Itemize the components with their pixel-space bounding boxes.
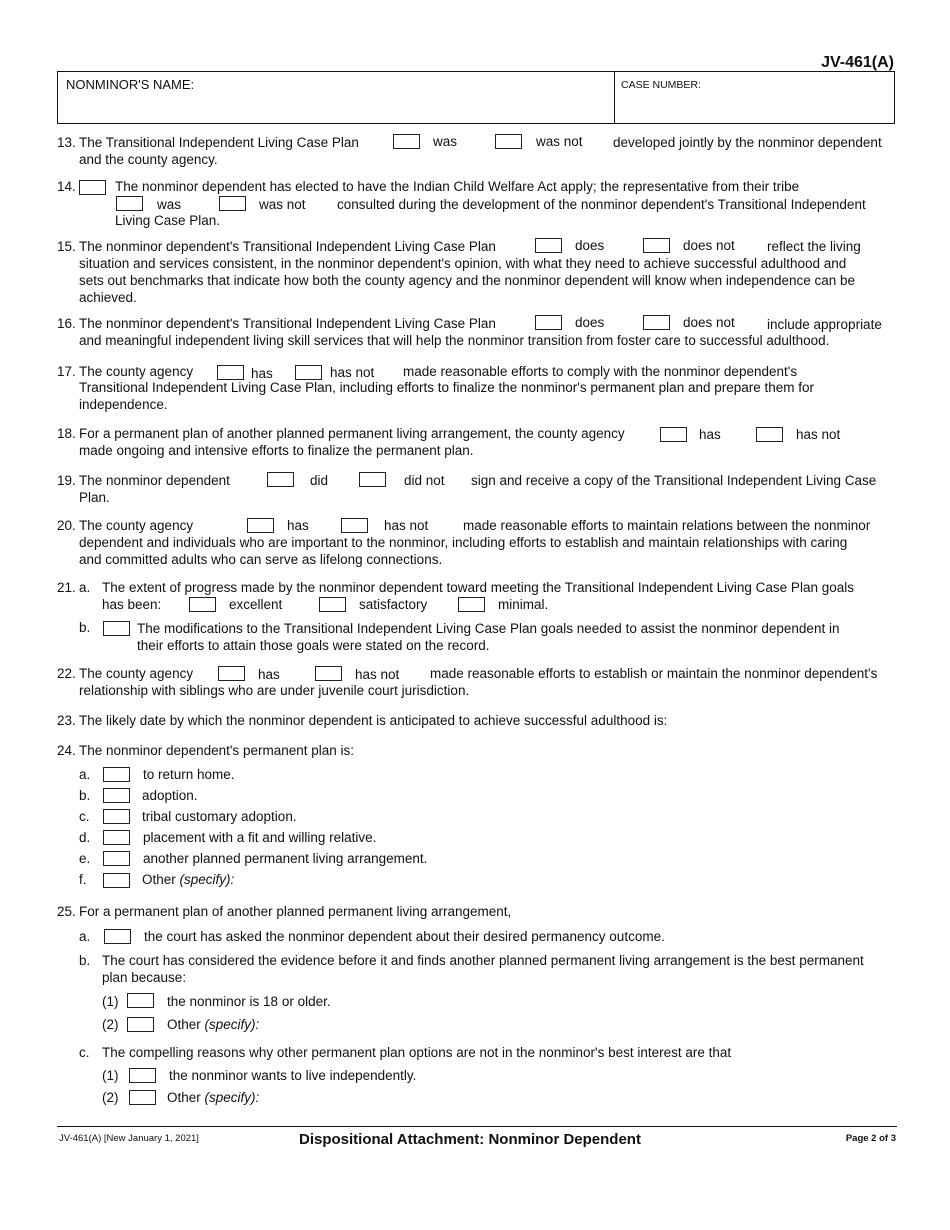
item-25b2-checkbox[interactable] xyxy=(127,1017,154,1032)
item-17-line3: independence. xyxy=(79,397,168,412)
item-21a-text: The extent of progress made by the nonminor dependent toward meeting the Transitional Independent Living Case Plan goals xyxy=(102,580,854,595)
item-13-lead: The Transitional Independent Living Case Plan xyxy=(79,135,359,150)
item-25-number: 25. xyxy=(57,904,76,919)
item-13-tail: developed jointly by the nonminor dependent xyxy=(613,135,882,150)
item-14-tail: consulted during the development of the nonminor dependent's Transitional Independent xyxy=(337,197,866,212)
item-18-number: 18. xyxy=(57,426,76,441)
item-24b-label: b. xyxy=(79,788,91,803)
item-15-does-not-checkbox[interactable] xyxy=(643,238,670,253)
item-24e-text: another planned permanent living arrangement. xyxy=(143,851,428,866)
item-25c2-text xyxy=(167,1089,259,1106)
footer-rule xyxy=(57,1126,897,1127)
item-25b1-checkbox[interactable] xyxy=(127,993,154,1008)
item-23-number: 23. xyxy=(57,713,76,728)
item-24c-text: tribal customary adoption. xyxy=(142,809,297,824)
item-24b-checkbox[interactable] xyxy=(103,788,130,803)
item-17-has-label: has xyxy=(251,366,273,381)
item-16-number: 16. xyxy=(57,316,76,331)
item-15-does-checkbox[interactable] xyxy=(535,238,562,253)
item-16-does-checkbox[interactable] xyxy=(535,315,562,330)
item-14-line3: Living Case Plan. xyxy=(115,213,221,228)
item-22-number: 22. xyxy=(57,666,76,681)
item-18-has-not-label: has not xyxy=(796,427,841,442)
item-21b-checkbox[interactable] xyxy=(103,621,130,636)
item-15-does-not-label: does not xyxy=(683,238,735,253)
item-13-was-checkbox[interactable] xyxy=(393,134,420,149)
item-24f-specify: (specify): xyxy=(179,872,235,887)
item-15-number: 15. xyxy=(57,239,76,254)
item-20-lead: The county agency xyxy=(79,518,194,533)
item-15-tail: reflect the living xyxy=(767,239,861,254)
item-21a-satisfactory-checkbox[interactable] xyxy=(319,597,346,612)
item-17-lead: The county agency xyxy=(79,364,194,379)
item-14-number: 14. xyxy=(57,179,76,194)
item-14-checkbox[interactable] xyxy=(79,180,106,195)
item-25c2-other: Other xyxy=(167,1090,201,1105)
item-20-line2: dependent and individuals who are important to the nonminor, including efforts to establish and maintain relationships with caring xyxy=(79,535,848,550)
item-24a-text: to return home. xyxy=(143,767,235,782)
item-20-has-checkbox[interactable] xyxy=(247,518,274,533)
item-24-number: 24. xyxy=(57,743,76,758)
item-15-lead: The nonminor dependent's Transitional Independent Living Case Plan xyxy=(79,239,496,254)
item-25c1-checkbox[interactable] xyxy=(129,1068,156,1083)
item-25b-text: The court has considered the evidence before it and finds another planned permanent living arrangement is the best permanent xyxy=(102,953,864,968)
item-25a-label: a. xyxy=(79,929,91,944)
item-25b1-label: (1) xyxy=(102,994,119,1009)
item-21a-line2: has been: xyxy=(102,597,162,612)
item-25c1-text: the nonminor wants to live independently. xyxy=(169,1068,417,1083)
item-25b2-specify: (specify): xyxy=(204,1017,260,1032)
item-22-has-checkbox[interactable] xyxy=(218,666,245,681)
item-25b-line2: plan because: xyxy=(102,970,187,985)
item-25a-text: the court has asked the nonminor dependent about their desired permanency outcome. xyxy=(144,929,665,944)
item-24f-other: Other xyxy=(142,872,176,887)
item-17-line2: Transitional Independent Living Case Plan, including efforts to finalize the nonminor's permanent plan and prepare them for xyxy=(79,380,815,395)
item-25a-checkbox[interactable] xyxy=(104,929,131,944)
item-20-line3: and committed adults who can serve as lifelong connections. xyxy=(79,552,443,567)
item-21b-line2: their efforts to attain those goals were stated on the record. xyxy=(137,638,490,653)
item-16-does-not-checkbox[interactable] xyxy=(643,315,670,330)
item-25c2-label: (2) xyxy=(102,1090,119,1105)
item-25c-text: The compelling reasons why other permanent plan options are not in the nonminor's best interest are that xyxy=(102,1045,732,1060)
item-21a-label: a. xyxy=(79,580,91,595)
item-18-has-not-checkbox[interactable] xyxy=(756,427,783,442)
item-18-lead: For a permanent plan of another planned permanent living arrangement, the county agency xyxy=(79,426,625,441)
item-21a-excellent-label: excellent xyxy=(229,597,283,612)
item-17-number: 17. xyxy=(57,364,76,379)
item-20-has-label: has xyxy=(287,518,309,533)
item-19-did-checkbox[interactable] xyxy=(267,472,294,487)
item-19-did-not-checkbox[interactable] xyxy=(359,472,386,487)
item-20-has-not-label: has not xyxy=(384,518,429,533)
item-20-has-not-checkbox[interactable] xyxy=(341,518,368,533)
item-17-has-checkbox[interactable] xyxy=(217,365,244,380)
item-24d-label: d. xyxy=(79,830,91,845)
item-17-has-not-checkbox[interactable] xyxy=(295,365,322,380)
item-18-has-label: has xyxy=(699,427,721,442)
item-24a-checkbox[interactable] xyxy=(103,767,130,782)
item-14-text: The nonminor dependent has elected to have the Indian Child Welfare Act apply; the representative from their tribe xyxy=(115,179,800,194)
footer-page-number: Page 2 of 3 xyxy=(845,1133,896,1144)
item-24a-label: a. xyxy=(79,767,91,782)
item-15-does-label: does xyxy=(575,238,605,253)
item-24e-checkbox[interactable] xyxy=(103,851,130,866)
item-15-line2: situation and services consistent, in the nonminor dependent's opinion, with what they need to achieve successful adulthood and xyxy=(79,256,847,271)
footer-title: Dispositional Attachment: Nonminor Dependent xyxy=(299,1131,641,1148)
item-24f-label: f. xyxy=(79,872,87,887)
item-25c2-specify: (specify): xyxy=(204,1090,260,1105)
item-14-was-checkbox[interactable] xyxy=(116,196,143,211)
item-25c-label: c. xyxy=(79,1045,90,1060)
item-15-line3: sets out benchmarks that indicate how both the county agency and the nonminor dependent will know when independence can be xyxy=(79,273,856,288)
item-22-has-not-label: has not xyxy=(355,667,400,682)
item-24b-text: adoption. xyxy=(142,788,198,803)
item-20-tail: made reasonable efforts to maintain relations between the nonminor xyxy=(463,518,871,533)
item-13-was-not-checkbox[interactable] xyxy=(495,134,522,149)
item-21a-satisfactory-label: satisfactory xyxy=(359,597,428,612)
item-24-text: The nonminor dependent's permanent plan is: xyxy=(79,743,355,758)
item-19-number: 19. xyxy=(57,473,76,488)
item-13-was-not-label: was not xyxy=(536,134,583,149)
item-24e-label: e. xyxy=(79,851,91,866)
item-21a-minimal-checkbox[interactable] xyxy=(458,597,485,612)
nonminor-name-label: NONMINOR'S NAME: xyxy=(66,77,195,92)
item-25c2-checkbox[interactable] xyxy=(129,1090,156,1105)
item-25-text: For a permanent plan of another planned permanent living arrangement, xyxy=(79,904,512,919)
item-22-has-not-checkbox[interactable] xyxy=(315,666,342,681)
item-22-has-label: has xyxy=(258,667,280,682)
item-22-lead: The county agency xyxy=(79,666,194,681)
item-19-did-not-label: did not xyxy=(404,473,445,488)
item-21a-excellent-checkbox[interactable] xyxy=(189,597,216,612)
case-number-field[interactable] xyxy=(622,97,888,119)
item-21a-minimal-label: minimal. xyxy=(498,597,549,612)
item-13-number: 13. xyxy=(57,135,76,150)
item-19-did-label: did xyxy=(310,473,329,488)
item-13-was-label: was xyxy=(433,134,458,149)
item-24f-text xyxy=(142,871,234,888)
item-25b2-label: (2) xyxy=(102,1017,119,1032)
footer-form-revision: JV-461(A) [New January 1, 2021] xyxy=(59,1133,199,1144)
item-25c1-label: (1) xyxy=(102,1068,119,1083)
case-number-label: CASE NUMBER: xyxy=(621,79,701,91)
item-20-number: 20. xyxy=(57,518,76,533)
item-21b-label: b. xyxy=(79,620,91,635)
item-25b1-text: the nonminor is 18 or older. xyxy=(167,994,331,1009)
item-24c-checkbox[interactable] xyxy=(103,809,130,824)
item-21b-text: The modifications to the Transitional Independent Living Case Plan goals needed to assist the nonminor dependent in xyxy=(137,621,840,636)
item-14-was-not-label: was not xyxy=(259,197,306,212)
item-21-number: 21. xyxy=(57,580,76,595)
item-16-does-not-label: does not xyxy=(683,315,735,330)
item-22-line2: relationship with siblings who are under juvenile court jurisdiction. xyxy=(79,683,470,698)
item-14-was-not-checkbox[interactable] xyxy=(219,196,246,211)
item-22-tail: made reasonable efforts to establish or maintain the nonminor dependent's xyxy=(430,666,878,681)
item-24f-checkbox[interactable] xyxy=(103,873,130,888)
item-23-text: The likely date by which the nonminor dependent is anticipated to achieve successful adulthood is: xyxy=(79,713,668,728)
form-id: JV-461(A) xyxy=(821,54,894,71)
item-19-tail: sign and receive a copy of the Transitional Independent Living Case xyxy=(471,473,877,488)
item-14-was-label: was xyxy=(157,197,182,212)
item-18-has-checkbox[interactable] xyxy=(660,427,687,442)
item-17-has-not-label: has not xyxy=(330,365,375,380)
item-16-lead: The nonminor dependent's Transitional Independent Living Case Plan xyxy=(79,316,496,331)
header-divider xyxy=(614,71,615,124)
item-24d-text: placement with a fit and willing relative. xyxy=(143,830,377,845)
item-15-line4: achieved. xyxy=(79,290,137,305)
item-17-tail: made reasonable efforts to comply with the nonminor dependent's xyxy=(403,364,798,379)
item-25b2-text xyxy=(167,1016,259,1033)
item-19-line2: Plan. xyxy=(79,490,110,505)
item-16-line2: and meaningful independent living skill services that will help the nonminor transition from foster care to successful adulthood. xyxy=(79,333,830,348)
item-25b-label: b. xyxy=(79,953,91,968)
item-19-lead: The nonminor dependent xyxy=(79,473,230,488)
item-13-line2: and the county agency. xyxy=(79,152,218,167)
item-16-does-label: does xyxy=(575,315,605,330)
nonminor-name-field[interactable] xyxy=(68,97,608,119)
item-18-line2: made ongoing and intensive efforts to finalize the permanent plan. xyxy=(79,443,474,458)
item-25b2-other: Other xyxy=(167,1017,201,1032)
item-16-tail: include appropriate xyxy=(767,317,882,332)
item-24c-label: c. xyxy=(79,809,90,824)
item-24d-checkbox[interactable] xyxy=(103,830,130,845)
